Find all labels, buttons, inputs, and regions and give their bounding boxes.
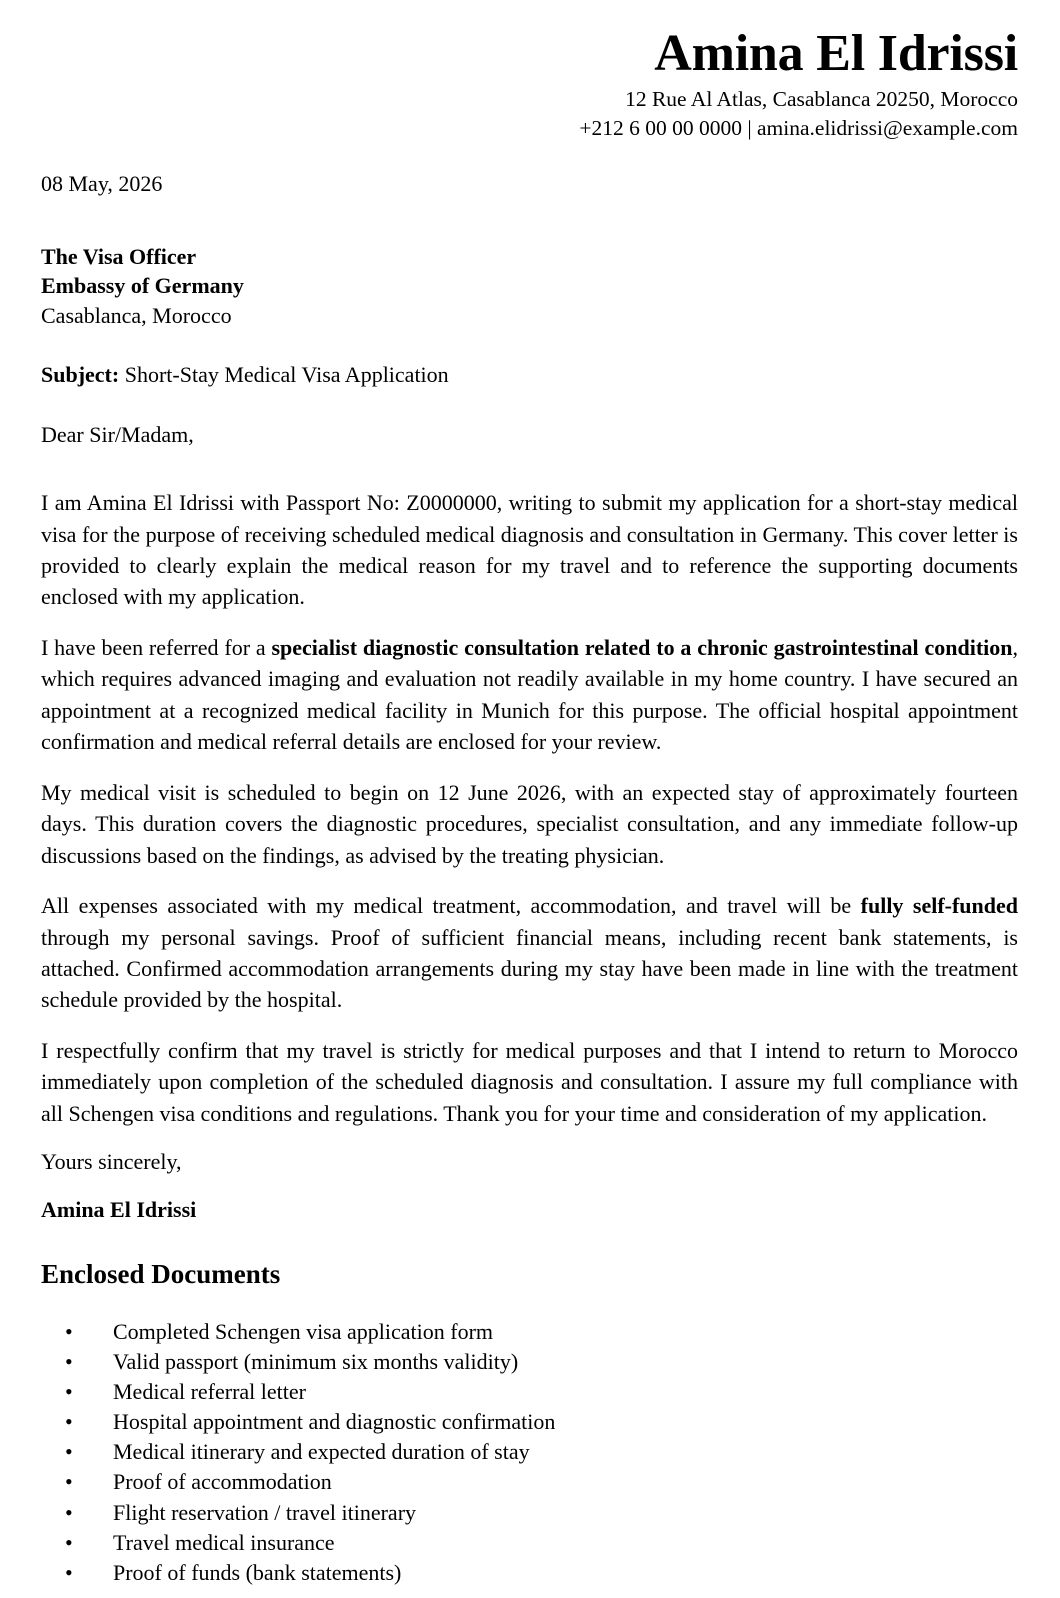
sender-address: 12 Rue Al Atlas, Casablanca 20250, Morocco	[625, 87, 1018, 112]
bullet-icon: •	[65, 1499, 73, 1525]
recipient-block	[41, 242, 1018, 330]
paragraph-2-lead: I have been referred for a	[41, 634, 272, 660]
recipient-location: Casablanca, Morocco	[41, 302, 232, 328]
enclosed-document-label: Valid passport (minimum six months validity)	[113, 1348, 519, 1374]
enclosed-document-item	[41, 1317, 1018, 1347]
bullet-icon: •	[65, 1559, 73, 1585]
enclosed-documents-heading: Enclosed Documents	[41, 1259, 281, 1290]
body-paragraph-5: I respectfully confirm that my travel is strictly for medical purposes and that I intend to return to Morocco immediately upon completion of the scheduled diagnosis and consultation. I assure my full compliance with all Schengen visa conditions and regulations. Thank you for your time and consideration of my application.	[41, 1037, 1018, 1126]
bullet-icon: •	[65, 1318, 73, 1344]
bullet-icon: •	[65, 1379, 73, 1405]
body-paragraph-3: My medical visit is scheduled to begin on 12 June 2026, with an expected stay of approximately fourteen days. This duration covers the diagnostic procedures, specialist consultation, and any immediate follow-up discussions based on the findings, as advised by the treating physician.	[41, 779, 1018, 868]
bullet-icon: •	[65, 1439, 73, 1465]
enclosed-document-label: Hospital appointment and diagnostic confirmation	[113, 1409, 556, 1435]
paragraph-4-tail: through my personal savings. Proof of sufficient financial means, including recent bank statements, is attached. Confirmed accommodation arrangements during my stay have been made in line with the treatment schedule provided by the hospital.	[41, 924, 1018, 1013]
enclosed-document-label: Medical referral letter	[113, 1379, 306, 1405]
recipient-title: The Visa Officer	[41, 244, 197, 270]
enclosed-document-label: Proof of accommodation	[113, 1469, 332, 1495]
subject-line	[41, 361, 1018, 390]
subject-label: Subject:	[41, 361, 120, 387]
bullet-icon: •	[65, 1529, 73, 1555]
subject-text: Short-Stay Medical Visa Application	[119, 361, 449, 387]
bullet-icon: •	[65, 1409, 73, 1435]
paragraph-2-emphasis: specialist diagnostic consultation related to a chronic gastrointestinal condition	[271, 634, 1013, 660]
paragraph-4-lead: All expenses associated with my medical treatment, accommodation, and travel will be	[41, 893, 861, 919]
enclosed-document-label: Flight reservation / travel itinerary	[113, 1499, 417, 1525]
signature-name: Amina El Idrissi	[41, 1196, 197, 1222]
enclosed-document-item	[41, 1467, 1018, 1497]
enclosed-document-item	[41, 1558, 1018, 1588]
body-paragraph-1: I am Amina El Idrissi with Passport No: Z0000000, writing to submit my application for a short-stay medical visa for the purpose of receiving scheduled medical diagnosis and consultation in Germany. This cover letter is provided to clearly explain the medical reason for my travel and to reference the supporting documents enclosed with my application.	[41, 490, 1018, 610]
letter-date: 08 May, 2026	[41, 170, 163, 196]
enclosed-documents-list	[41, 1317, 1018, 1588]
enclosed-document-label: Proof of funds (bank statements)	[113, 1559, 402, 1585]
body-paragraph-2	[41, 632, 1018, 758]
bullet-icon: •	[65, 1469, 73, 1495]
enclosed-document-item	[41, 1377, 1018, 1407]
enclosed-document-item	[41, 1347, 1018, 1377]
letterhead	[41, 26, 1018, 144]
valediction: Yours sincerely,	[41, 1149, 182, 1175]
enclosed-document-item	[41, 1498, 1018, 1528]
paragraph-4-emphasis: fully self-funded	[860, 893, 1019, 919]
sender-contact: +212 6 00 00 0000 | amina.elidrissi@example.com	[579, 116, 1018, 141]
recipient-organization: Embassy of Germany	[41, 273, 244, 299]
paragraph-2-tail: , which requires advanced imaging and evaluation not readily available in my home country. I have secured an appointment at a recognized medical facility in Munich for this purpose. The official hospital appointment confirmation and medical referral details are enclosed for your review.	[41, 634, 1018, 755]
sender-name: Amina El Idrissi	[654, 25, 1018, 82]
enclosed-document-item	[41, 1407, 1018, 1437]
salutation: Dear Sir/Madam,	[41, 421, 194, 447]
enclosed-document-label: Travel medical insurance	[113, 1529, 335, 1555]
bullet-icon: •	[65, 1348, 73, 1374]
enclosed-document-item	[41, 1528, 1018, 1558]
enclosed-document-label: Completed Schengen visa application form	[113, 1318, 494, 1344]
enclosed-document-item	[41, 1437, 1018, 1467]
body-paragraph-4	[41, 890, 1018, 1016]
enclosed-document-label: Medical itinerary and expected duration of stay	[113, 1439, 530, 1465]
